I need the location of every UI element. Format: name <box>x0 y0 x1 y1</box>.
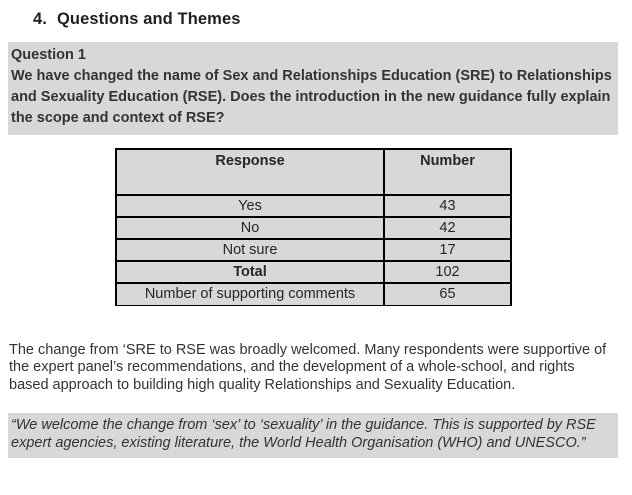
number-cell: 17 <box>384 239 511 261</box>
table-header-response: Response <box>116 149 384 195</box>
response-cell: Number of supporting comments <box>116 283 384 305</box>
number-cell: 43 <box>384 195 511 217</box>
response-cell: Total <box>116 261 384 283</box>
table-row <box>116 217 511 239</box>
number-cell: 65 <box>384 283 511 305</box>
table-header-row <box>116 149 511 195</box>
response-cell: Yes <box>116 195 384 217</box>
quote-block <box>8 413 618 458</box>
page-title <box>33 10 618 29</box>
question-text: We have changed the name of Sex and Relationships Education (SRE) to Relationships and Sexuality Education (RSE). Does the introduction in the new guidance fully explain the scope and context of RSE? <box>11 68 612 126</box>
table-row <box>116 239 511 261</box>
number-cell: 102 <box>384 261 511 283</box>
body-paragraph: The change from ‘SRE to RSE was broadly welcomed. Many respondents were supportive of the expert panel’s recommendations, and the development of a whole-school, and rights based approach to building high quality Relationships and Sexuality Education. <box>9 341 607 393</box>
heading-text: Questions and Themes <box>56 10 241 28</box>
table-row <box>116 195 511 217</box>
response-cell: Not sure <box>116 239 384 261</box>
table-row-total <box>116 261 511 283</box>
question-label: Question 1 <box>11 47 86 63</box>
question-block <box>8 42 618 135</box>
quote-text: “We welcome the change from ‘sex’ to ‘sexuality’ in the guidance. This is supported by RSE expert agencies, existing literature, the World Health Organisation (WHO) and UNESCO.” <box>11 417 596 451</box>
results-table <box>115 148 512 306</box>
heading-number: 4. <box>33 10 47 28</box>
number-cell: 42 <box>384 217 511 239</box>
table-row-comments <box>116 283 511 305</box>
table-header-number: Number <box>384 149 511 195</box>
response-cell: No <box>116 217 384 239</box>
